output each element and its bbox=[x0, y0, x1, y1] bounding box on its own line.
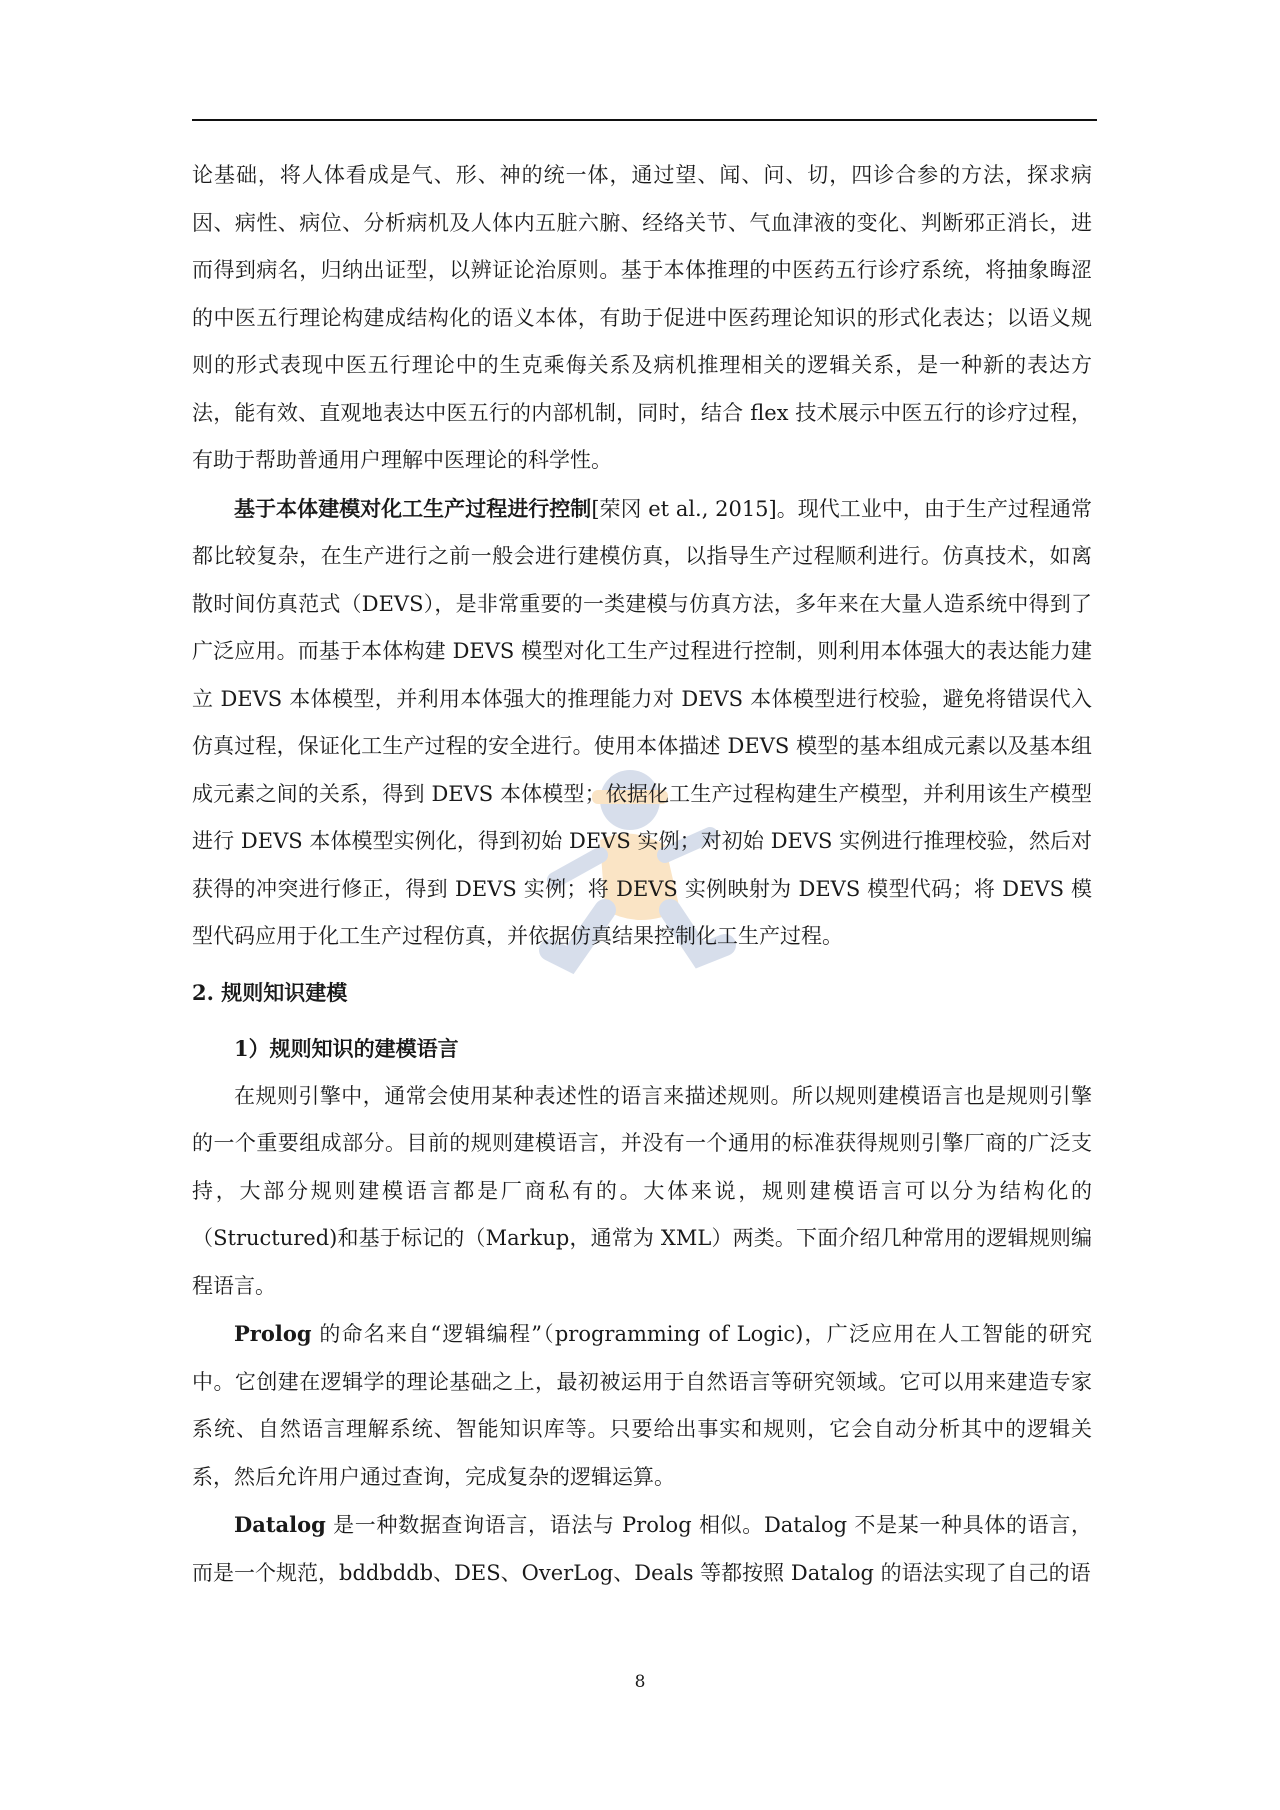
paragraph-devs-lead: 基于本体建模对化工生产过程进行控制 bbox=[234, 495, 592, 521]
prolog-term: Prolog bbox=[234, 1321, 312, 1346]
paragraph-datalog bbox=[192, 1501, 1092, 1597]
paragraph-tcm: 论基础，将人体看成是气、形、神的统一体，通过望、闻、问、切，四诊合参的方法，探求病因、病性、病位、分析病机及人体内五脏六腑、经络关节、气血津液的变化、判断邪正消长，进而得到病名，归纳出证型，以辨证论治原则。基于本体推理的中医药五行诊疗系统，将抽象晦涩的中医五行理论构建成结构化的语义本体，有助于促进中医药理论知识的形式化表达；以语义规则的形式表现中医五行理论中的生克乘侮关系及病机推理相关的逻辑关系，是一种新的表达方法，能有效、直观地表达中医五行的内部机制，同时，结合 flex 技术展示中医五行的诊疗过程，有助于帮助普通用户理解中医理论的科学性。 bbox=[192, 163, 1092, 472]
header-rule bbox=[192, 119, 1097, 121]
page-number: 8 bbox=[634, 1672, 646, 1692]
section-heading: 2. 规则知识建模 bbox=[192, 979, 348, 1005]
paragraph-devs-text: [荣冈 et al., 2015]。现代工业中，由于生产过程通常都比较复杂，在生产进行之前一般会进行建模仿真，以指导生产过程顺利进行。仿真技术，如离散时间仿真范式（DEVS），是非常重要的一类建模与仿真方法，多年来在大量人造系统中得到了广泛应用。而基于本体构建 DEVS 模型对化工生产过程进行控制，则利用本体强大的表达能力建立 DEVS 本体模型，并利用本体强大的推理能力对 DEVS 本体模型进行校验，避免将错误代入仿真过程，保证化工生产过程的安全进行。使用本体描述 DEVS 模型的基本组成元素以及基本组成元素之间的关系，得到 DEVS 本体模型；依据化工生产过程构建生产模型，并利用该生产模型进行 DEVS 本体模型实例化，得到初始 DEVS 实例；对初始 DEVS 实例进行推理校验，然后对获得的冲突进行修正，得到 DEVS 实例；将 DEVS 实例映射为 DEVS 模型代码；将 DEVS 模型代码应用于化工生产过程仿真，并依据仿真结果控制化工生产过程。 bbox=[192, 496, 1092, 948]
paragraph-rule-language: 在规则引擎中，通常会使用某种表述性的语言来描述规则。所以规则建模语言也是规则引擎的一个重要组成部分。目前的规则建模语言，并没有一个通用的标准获得规则引擎厂商的广泛支持，大部分规则建模语言都是厂商私有的。大体来说，规则建模语言可以分为结构化的（Structured)和基于标记的（Markup，通常为 XML）两类。下面介绍几种常用的逻辑规则编程语言。 bbox=[192, 1083, 1092, 1298]
paragraph-devs bbox=[192, 485, 1092, 961]
paragraph-datalog-text: 是一种数据查询语言，语法与 Prolog 相似。Datalog 不是某一种具体的语言，而是一个规范，bddbddb、DES、OverLog、Deals 等都按照 Datalog 的语法实现了自己的语 bbox=[192, 1513, 1092, 1585]
subsection-heading: 1）规则知识的建模语言 bbox=[234, 1036, 459, 1061]
datalog-term: Datalog bbox=[234, 1512, 326, 1537]
page-body bbox=[192, 152, 1092, 1597]
paragraph-prolog-text: 的命名来自“逻辑编程”（programming of Logic)，广泛应用在人工智能的研究中。它创建在逻辑学的理论基础之上，最初被运用于自然语言等研究领域。它可以用来建造专家系统、自然语言理解系统、智能知识库等。只要给出事实和规则，它会自动分析其中的逻辑关系，然后允许用户通过查询，完成复杂的逻辑运算。 bbox=[192, 1322, 1092, 1489]
paragraph-prolog bbox=[192, 1310, 1092, 1501]
